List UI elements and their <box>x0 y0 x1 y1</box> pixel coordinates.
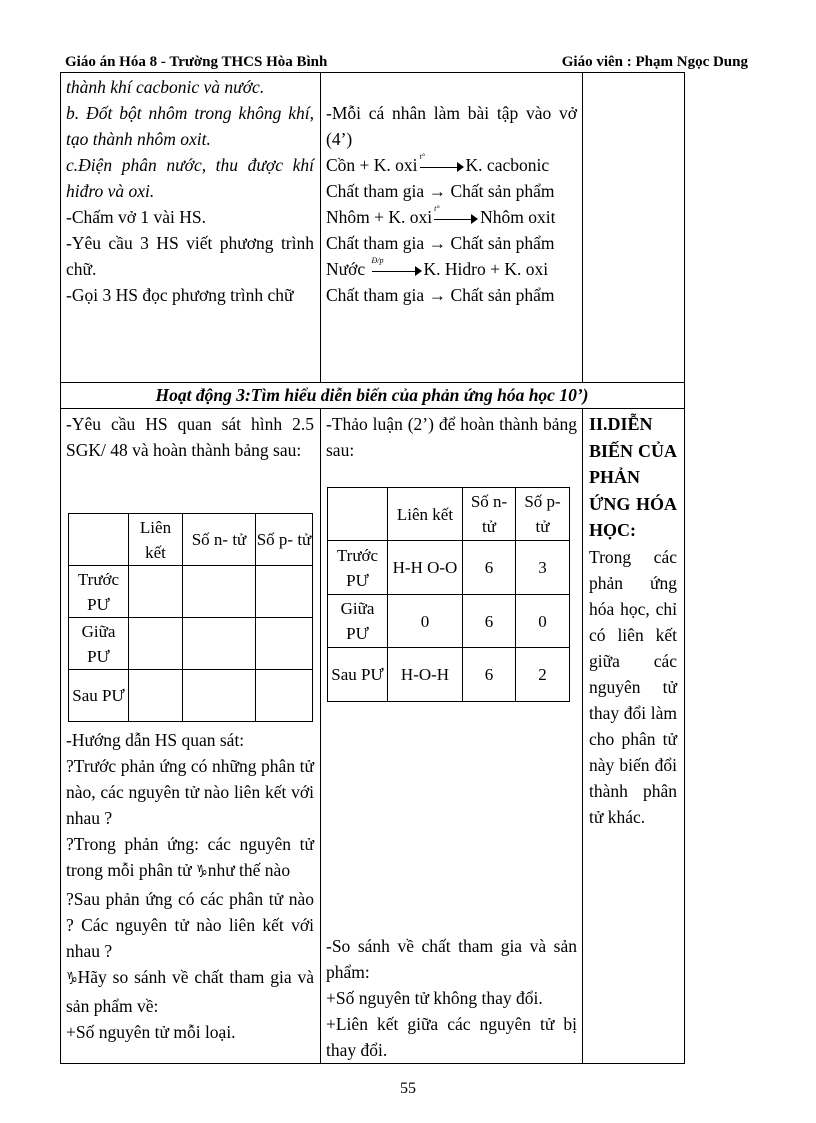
text-line: -Hướng dẫn HS quan sát: <box>66 730 245 750</box>
column-divider <box>320 408 321 1064</box>
text-line: +Số nguyên tử không thay đổi. <box>326 988 543 1008</box>
question: ♑Hãy so sánh về chất tham gia và sản phẩm về: <box>66 964 314 1019</box>
header-left: Giáo án Hóa 8 - Trường THCS Hòa Bình <box>65 54 328 70</box>
text-line: c.Điện phân nước, thu được khí hiđro và oxi. <box>66 155 314 201</box>
table-top-border <box>60 72 684 73</box>
table-cell: H-O-H <box>388 648 463 702</box>
text-line: -Mỗi cá nhân làm bài tập vào vở (4’) <box>326 103 577 149</box>
table-corner <box>328 488 388 541</box>
table-cell: 6 <box>463 595 516 648</box>
comparison-notes <box>326 933 577 1063</box>
column-divider <box>320 72 321 383</box>
activity-heading: Hoạt động 3:Tìm hiểu diễn biến của phản ứng hóa học 10’) <box>155 385 589 405</box>
teacher-activity-cell <box>66 74 314 308</box>
reactant-product-line: Chất tham gia → Chất sản phẩm <box>326 233 555 253</box>
summary-text: Trong các phản ứng hóa học, chỉ có liên kết giữa các nguyên tử thay đổi làm cho phân tử này biến đổi thành phân tử khác. <box>589 546 677 827</box>
table-cell: 0 <box>516 595 570 648</box>
table-row-divider <box>60 408 684 409</box>
text-line: +Số nguyên tử mỗi loại. <box>66 1022 236 1042</box>
row-label: Giữa PƯ <box>328 595 388 648</box>
text-line: -Yêu cầu 3 HS viết phương trình chữ. <box>66 233 314 279</box>
reaction-arrow-icon: Đ/p <box>372 265 422 277</box>
header-right: Giáo viên : Phạm Ngọc Dung <box>561 54 748 70</box>
column-divider <box>582 408 583 1064</box>
row-label: Trước PƯ <box>328 541 388 595</box>
row-label: Sau PƯ <box>69 670 129 722</box>
equation-3: Nước Đ/p K. Hidro + K. oxi <box>326 255 549 279</box>
table-cell <box>129 566 183 618</box>
table-cell <box>256 670 313 722</box>
question: ?Sau phản ứng có các phân tử nào ? Các nguyên tử nào liên kết với nhau ? <box>66 889 314 961</box>
page-number: 55 <box>400 1080 416 1097</box>
table-left-border <box>60 72 61 1064</box>
text-line: -Thảo luận (2’) để hoàn thành bảng sau: <box>326 414 577 460</box>
blank-worksheet-table <box>68 513 313 722</box>
question: ?Trước phản ứng có những phân tử nào, các nguyên tử nào liên kết với nhau ? <box>66 756 314 828</box>
capricorn-icon: ♑ <box>66 969 78 990</box>
question: ?Trong phản ứng: các nguyên tử trong mỗi phân tử ♑như thế nào <box>66 831 314 886</box>
table-header: Số p- tử <box>516 488 570 541</box>
table-cell <box>183 566 256 618</box>
guiding-questions <box>66 727 314 1045</box>
reaction-arrow-icon: t° <box>420 161 464 173</box>
table-cell <box>256 566 313 618</box>
capricorn-icon: ♑ <box>196 862 208 883</box>
table-cell <box>256 618 313 670</box>
table-cell: 6 <box>463 648 516 702</box>
table-header: Số n- tử <box>463 488 516 541</box>
table-cell: 2 <box>516 648 570 702</box>
table-bottom-border <box>60 1063 684 1064</box>
equation-1: Cồn + K. oxi t° K. cacbonic <box>326 151 550 175</box>
table-header: Liên kết <box>129 514 183 566</box>
completed-worksheet-table <box>327 487 570 702</box>
page-header <box>65 54 748 72</box>
reactant-product-line: Chất tham gia → Chất sản phẩm <box>326 285 555 305</box>
table-cell <box>129 618 183 670</box>
reaction-arrow-icon: t° <box>434 213 478 225</box>
reactant-product-line: Chất tham gia → Chất sản phẩm <box>326 181 555 201</box>
text-line: -Yêu cầu HS quan sát hình 2.5 SGK/ 48 và hoàn thành bảng sau: <box>66 414 314 460</box>
table-cell: H-H O-O <box>388 541 463 595</box>
table-cell <box>183 670 256 722</box>
table-cell <box>183 618 256 670</box>
table-header: Số n- tử <box>183 514 256 566</box>
table-corner <box>69 514 129 566</box>
text-line: +Liên kết giữa các nguyên tử bị thay đổi. <box>326 1014 577 1060</box>
text-line: -So sánh về chất tham gia và sản phẩm: <box>326 936 577 982</box>
table-cell: 0 <box>388 595 463 648</box>
table-cell <box>129 670 183 722</box>
row-label: Giữa PƯ <box>69 618 129 670</box>
row-label: Trước PƯ <box>69 566 129 618</box>
table-cell: 3 <box>516 541 570 595</box>
row-label: Sau PƯ <box>328 648 388 702</box>
table-header: Số p- tử <box>256 514 313 566</box>
text-line: b. Đốt bột nhôm trong không khí, tạo thành nhôm oxit. <box>66 103 314 149</box>
student-activity-cell <box>326 100 577 308</box>
text-line: -Gọi 3 HS đọc phương trình chữ <box>66 285 294 305</box>
student-activity-cell <box>326 411 577 463</box>
table-header: Liên kết <box>388 488 463 541</box>
table-cell: 6 <box>463 541 516 595</box>
text-line: -Chấm vở 1 vài HS. <box>66 207 207 227</box>
content-summary-cell <box>589 411 677 830</box>
column-divider <box>582 72 583 383</box>
table-right-border <box>684 72 685 1064</box>
text-line: thành khí cacbonic và nước. <box>66 77 265 97</box>
teacher-activity-cell <box>66 411 314 463</box>
equation-2: Nhôm + K. oxi t° Nhôm oxit <box>326 203 556 227</box>
section-title: II.DIỄN BIẾN CỦA PHẢN ỨNG HÓA HỌC: <box>589 414 677 540</box>
